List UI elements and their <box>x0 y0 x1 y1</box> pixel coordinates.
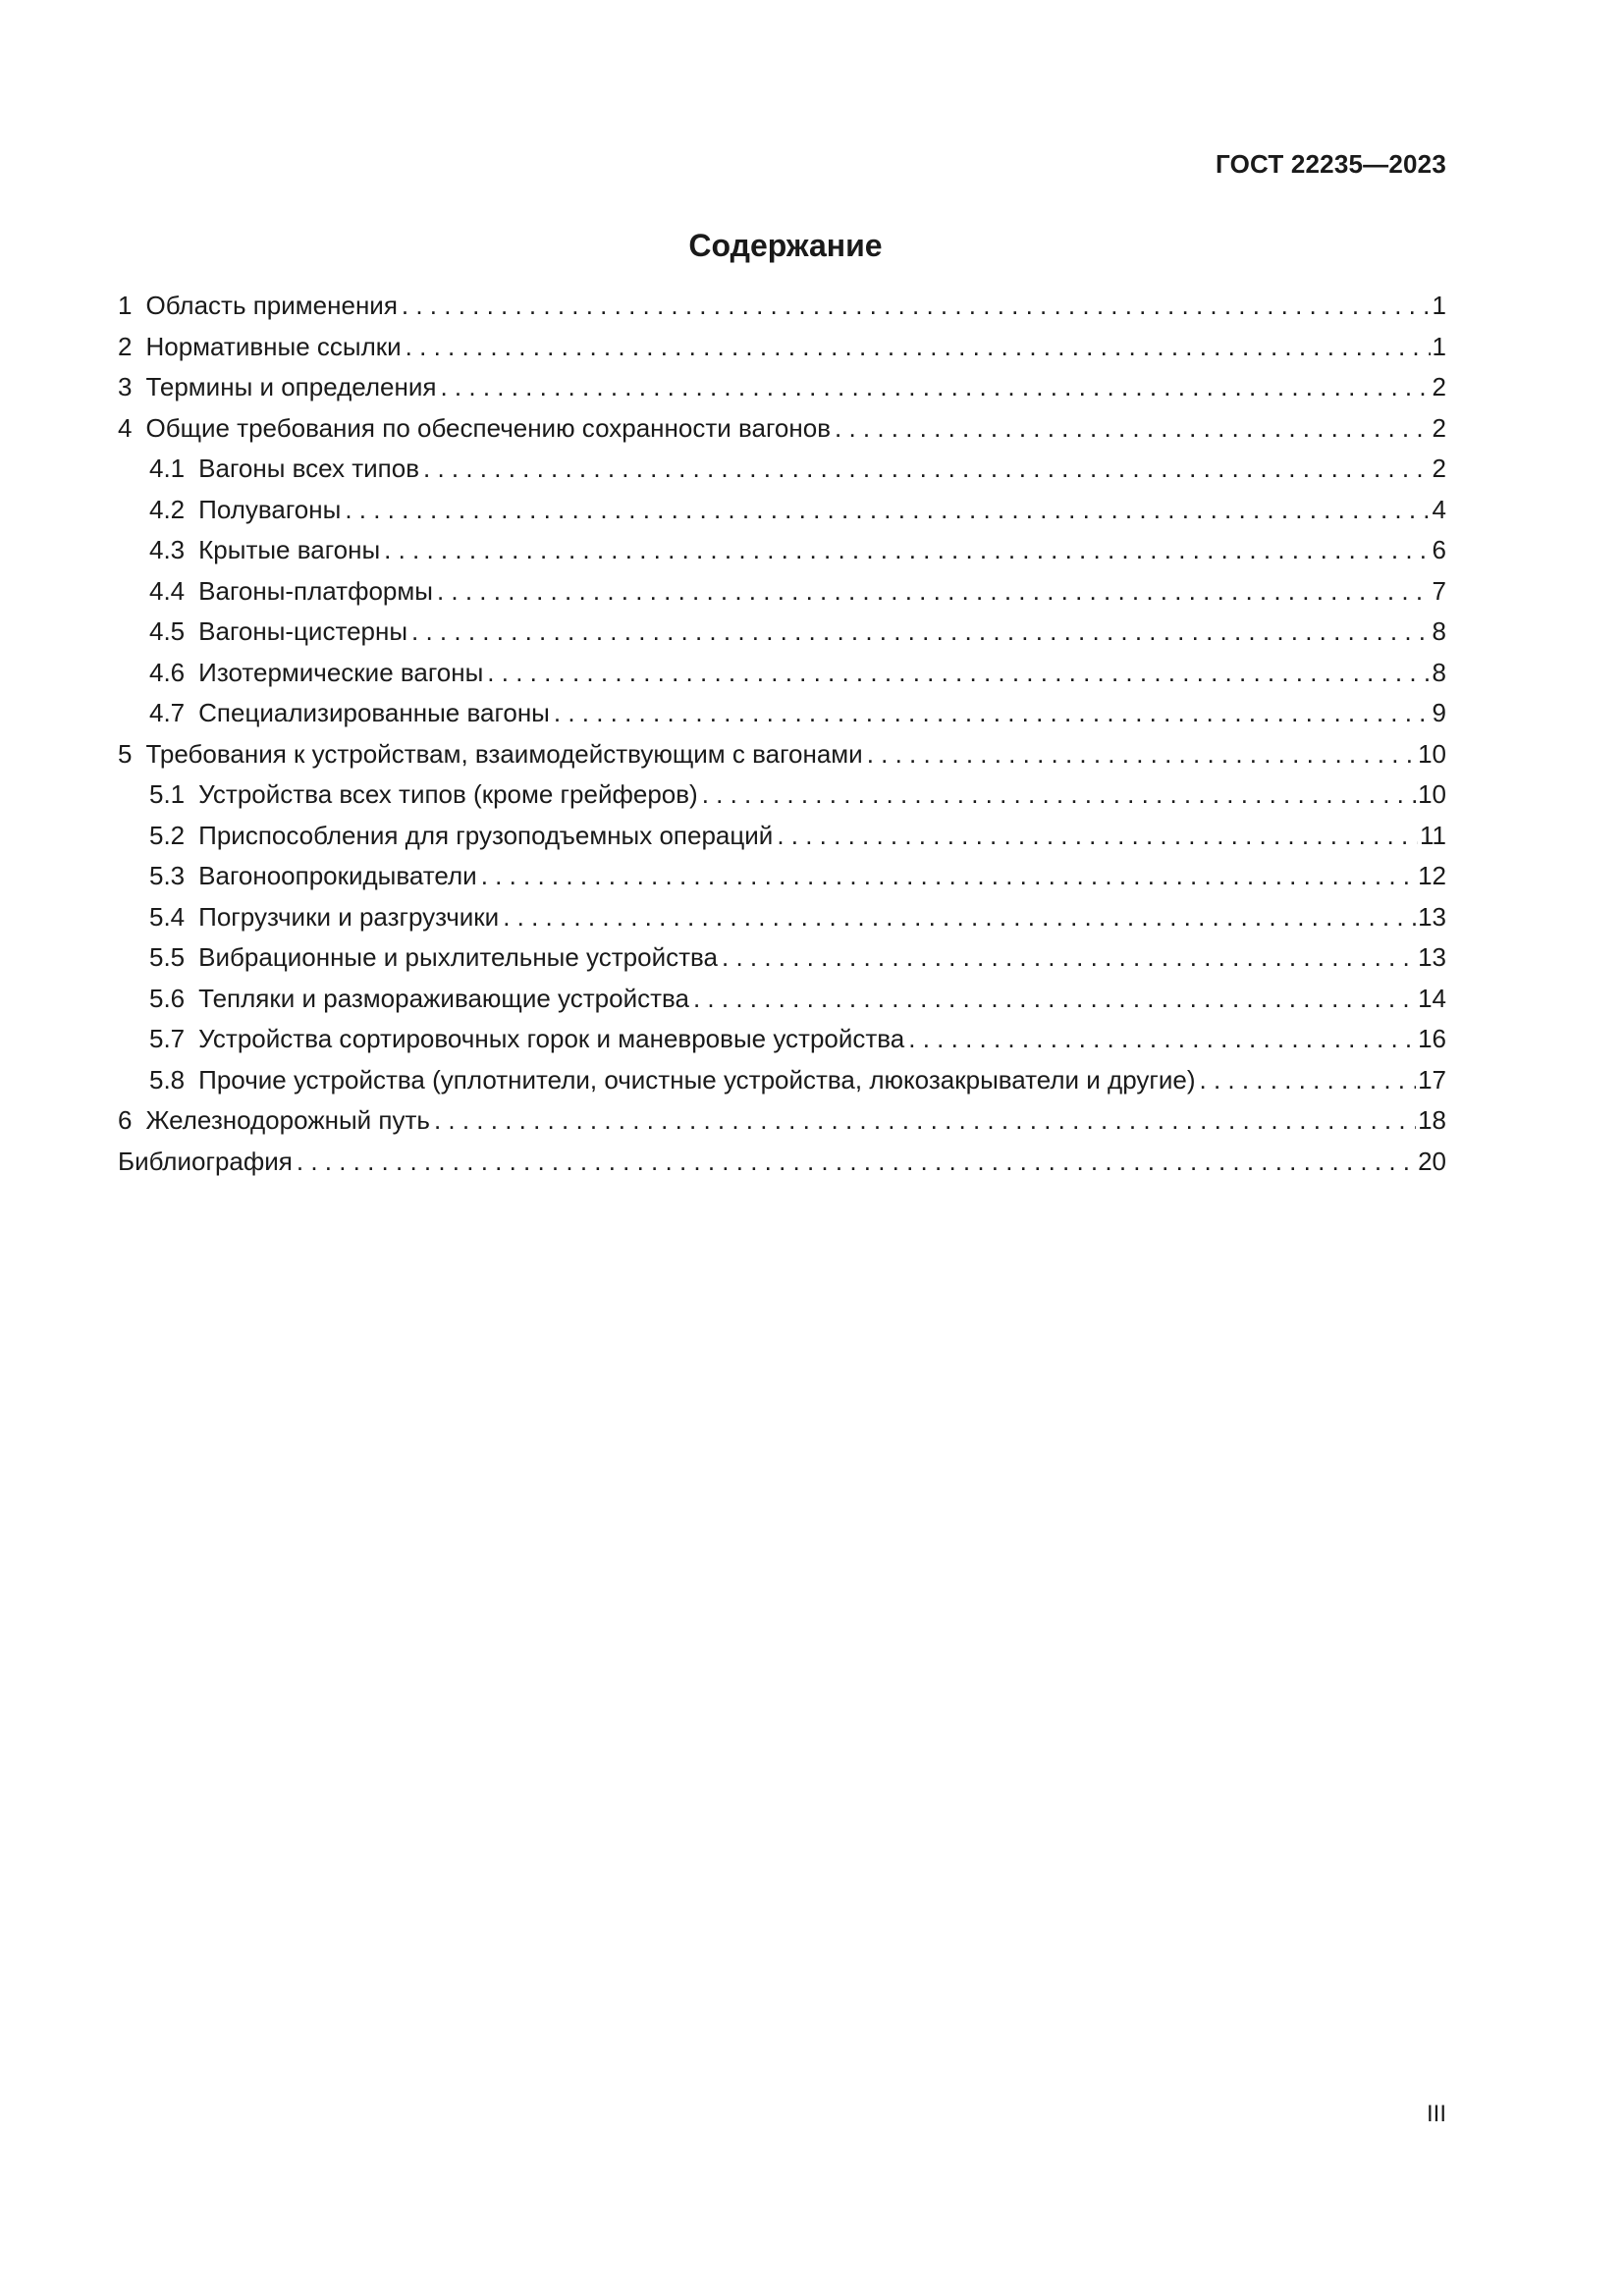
toc-entry-page: 10 <box>1418 779 1446 809</box>
toc-entry-title: Устройства всех типов (кроме грейферов) <box>198 779 698 809</box>
toc-entry-number: 6 <box>118 1105 133 1135</box>
toc-entry[interactable] <box>118 612 1446 653</box>
toc-entry[interactable] <box>118 1142 1446 1183</box>
toc-entry-page: 6 <box>1432 535 1446 564</box>
toc-entry-page: 2 <box>1432 454 1446 483</box>
toc-entry-title: Железнодорожный путь <box>145 1105 430 1135</box>
toc-entry-number: 5.6 <box>149 983 186 1013</box>
toc-entry-title: Вагоны-платформы <box>198 575 433 606</box>
toc-entry-title: Вагоны-цистерны <box>198 616 408 646</box>
toc-entry-page: 7 <box>1432 575 1446 606</box>
toc-entry-title: Изотермические вагоны <box>198 657 484 687</box>
toc-entry-title: Библиография <box>118 1146 293 1176</box>
toc-entry-title: Погрузчики и разгрузчики <box>198 901 500 932</box>
toc-entry-page: 2 <box>1432 372 1446 401</box>
toc-entry-number: 4.7 <box>149 698 186 727</box>
toc-entry-title: Устройства сортировочных горок и маневровые устройства <box>198 1024 905 1053</box>
toc-entry[interactable] <box>118 327 1446 368</box>
toc-entry-number: 5.1 <box>149 779 186 809</box>
toc-entry-number: 4.1 <box>149 454 186 483</box>
toc-entry[interactable] <box>118 653 1446 694</box>
toc-entry[interactable] <box>118 449 1446 490</box>
toc-dot-leader <box>406 327 1431 368</box>
toc-entry-title: Приспособления для грузоподъемных операций <box>198 820 774 850</box>
toc-entry[interactable] <box>118 1060 1446 1101</box>
document-code: ГОСТ 22235—2023 <box>1216 149 1446 179</box>
toc-dot-leader <box>554 693 1431 734</box>
toc-entry-title: Вагоны всех типов <box>198 454 420 483</box>
toc-entry-page: 9 <box>1432 698 1446 727</box>
toc-entry-number: 3 <box>118 372 133 401</box>
toc-entry-page: 17 <box>1418 1064 1446 1095</box>
toc-entry-number: 2 <box>118 331 133 361</box>
toc-dot-leader <box>1200 1060 1417 1101</box>
toc-entry-number: 5.3 <box>149 861 186 890</box>
toc-entry[interactable] <box>118 937 1446 979</box>
toc-dot-leader <box>434 1100 1416 1142</box>
toc-dot-leader <box>423 449 1431 490</box>
toc-dot-leader <box>411 612 1431 653</box>
toc-entry-title: Специализированные вагоны <box>198 698 550 727</box>
toc-dot-leader <box>693 979 1416 1020</box>
toc-dot-leader <box>835 408 1431 450</box>
toc-entry-page: 12 <box>1418 861 1446 890</box>
toc-dot-leader <box>908 1019 1416 1060</box>
toc-entry-title: Вибрационные и рыхлительные устройства <box>198 942 718 972</box>
toc-entry-number: 4 <box>118 412 133 443</box>
toc-entry-title: Область применения <box>145 291 398 320</box>
table-of-contents <box>118 286 1446 1182</box>
toc-entry-title: Прочие устройства (уплотнители, очистные устройства, люкозакрыватели и другие) <box>198 1064 1196 1095</box>
toc-entry-title: Требования к устройствам, взаимодействующим с вагонами <box>145 738 863 769</box>
toc-entry-number: 4.3 <box>149 535 186 564</box>
toc-dot-leader <box>487 653 1430 694</box>
toc-entry-page: 16 <box>1418 1024 1446 1053</box>
toc-entry[interactable] <box>118 816 1446 857</box>
toc-entry[interactable] <box>118 693 1446 734</box>
toc-entry-title: Нормативные ссылки <box>145 331 402 361</box>
toc-entry-page: 1 <box>1432 331 1446 361</box>
toc-dot-leader <box>437 571 1431 613</box>
toc-dot-leader <box>297 1142 1416 1183</box>
toc-entry-page: 13 <box>1418 901 1446 932</box>
toc-entry[interactable] <box>118 979 1446 1020</box>
toc-dot-leader <box>702 774 1416 816</box>
toc-entry-title: Вагоноопрокидыватели <box>198 861 477 890</box>
toc-entry[interactable] <box>118 1100 1446 1142</box>
toc-dot-leader <box>440 367 1430 408</box>
toc-entry[interactable] <box>118 367 1446 408</box>
toc-entry-page: 13 <box>1418 942 1446 972</box>
toc-dot-leader <box>867 734 1416 775</box>
toc-entry[interactable] <box>118 1019 1446 1060</box>
toc-entry-title: Термины и определения <box>145 372 437 401</box>
page-number: III <box>1426 2101 1446 2127</box>
toc-entry-page: 8 <box>1432 657 1446 687</box>
toc-dot-leader <box>481 856 1416 897</box>
toc-entry-number: 5.2 <box>149 820 186 850</box>
toc-entry-page: 20 <box>1418 1146 1446 1176</box>
toc-entry[interactable] <box>118 530 1446 571</box>
toc-entry[interactable] <box>118 897 1446 938</box>
toc-entry-page: 10 <box>1418 738 1446 769</box>
toc-entry-number: 4.2 <box>149 494 186 524</box>
toc-entry-page: 8 <box>1432 616 1446 646</box>
toc-entry-number: 5.4 <box>149 901 186 932</box>
toc-entry-number: 4.6 <box>149 657 186 687</box>
toc-entry-title: Тепляки и размораживающие устройства <box>198 983 689 1013</box>
toc-entry-title: Полувагоны <box>198 494 342 524</box>
toc-entry[interactable] <box>118 571 1446 613</box>
toc-entry-page: 11 <box>1420 820 1446 850</box>
toc-entry[interactable] <box>118 856 1446 897</box>
toc-entry-page: 1 <box>1432 291 1446 320</box>
toc-dot-leader <box>402 286 1431 327</box>
toc-entry-number: 5.7 <box>149 1024 186 1053</box>
toc-entry[interactable] <box>118 734 1446 775</box>
toc-entry[interactable] <box>118 490 1446 531</box>
toc-dot-leader <box>722 937 1416 979</box>
toc-entry-title: Крытые вагоны <box>198 535 381 564</box>
toc-dot-leader <box>503 897 1416 938</box>
toc-dot-leader <box>777 816 1418 857</box>
toc-entry-title: Общие требования по обеспечению сохранности вагонов <box>145 412 831 443</box>
toc-dot-leader <box>345 490 1430 531</box>
toc-title: Содержание <box>688 228 883 263</box>
toc-entry[interactable] <box>118 774 1446 816</box>
toc-entry[interactable] <box>118 408 1446 450</box>
toc-entry-number: 5.8 <box>149 1064 186 1095</box>
toc-entry-number: 4.4 <box>149 575 186 606</box>
toc-entry-page: 18 <box>1418 1105 1446 1135</box>
toc-entry-page: 14 <box>1418 983 1446 1013</box>
toc-entry-number: 1 <box>118 291 133 320</box>
toc-entry-page: 4 <box>1432 494 1446 524</box>
toc-dot-leader <box>384 530 1430 571</box>
toc-entry[interactable] <box>118 286 1446 327</box>
toc-entry-number: 5 <box>118 738 133 769</box>
toc-entry-number: 5.5 <box>149 942 186 972</box>
toc-entry-number: 4.5 <box>149 616 186 646</box>
toc-entry-page: 2 <box>1432 412 1446 443</box>
